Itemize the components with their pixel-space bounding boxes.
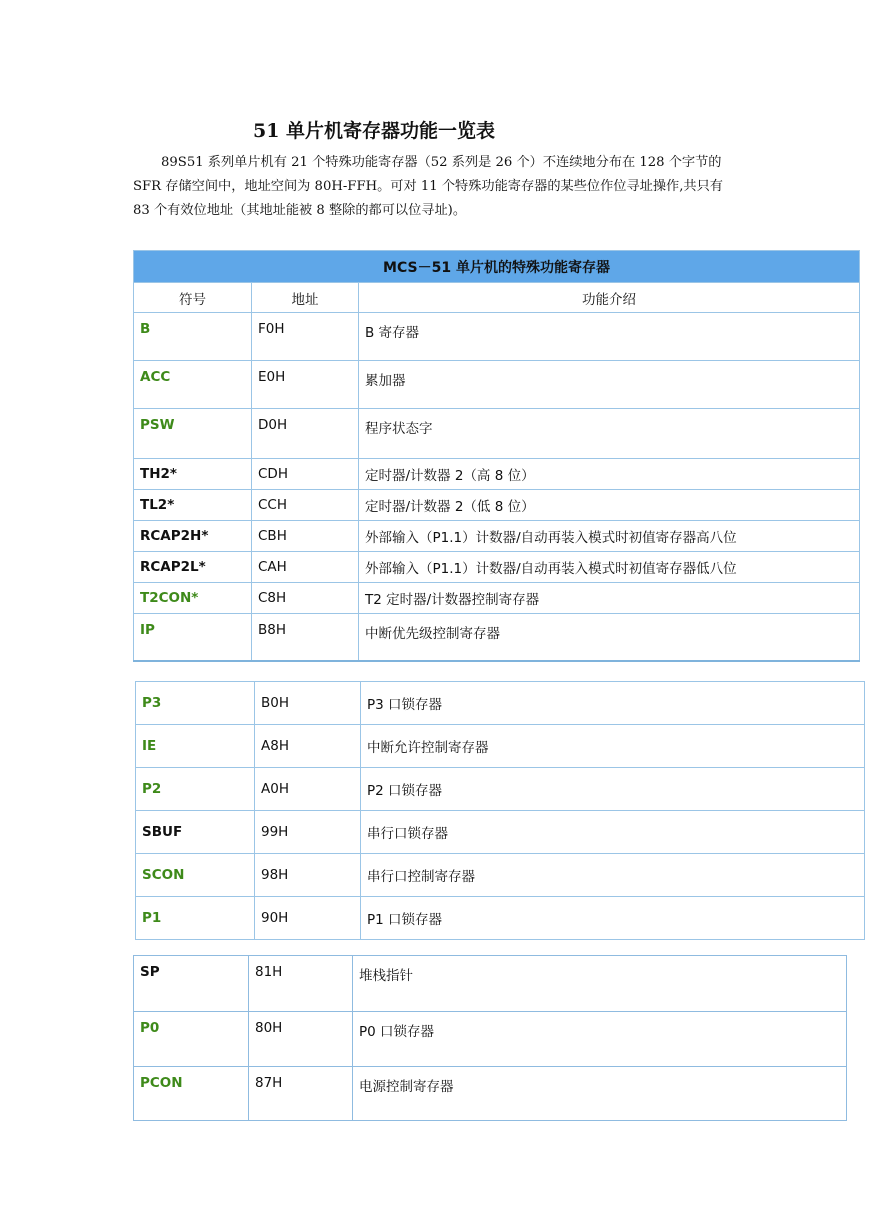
page-title: 51 单片机寄存器功能一览表 bbox=[253, 120, 496, 142]
table-banner: MCS－51 单片机的特殊功能寄存器 bbox=[134, 251, 860, 283]
register-symbol: IE bbox=[136, 725, 255, 768]
register-function: 程序状态字 bbox=[359, 409, 860, 459]
register-symbol: P1 bbox=[136, 897, 255, 940]
register-function: P3 口锁存器 bbox=[361, 682, 865, 725]
register-symbol: P0 bbox=[134, 1012, 249, 1067]
register-function: 中断允许控制寄存器 bbox=[361, 725, 865, 768]
register-address: 98H bbox=[255, 854, 361, 897]
table-row bbox=[134, 409, 860, 459]
register-address: 90H bbox=[255, 897, 361, 940]
register-symbol: PSW bbox=[134, 409, 252, 459]
register-symbol: SCON bbox=[136, 854, 255, 897]
table-row bbox=[136, 682, 865, 725]
register-address: 87H bbox=[249, 1067, 353, 1121]
register-function: P2 口锁存器 bbox=[361, 768, 865, 811]
register-symbol: TL2* bbox=[134, 490, 252, 521]
register-address: A8H bbox=[255, 725, 361, 768]
register-address: 80H bbox=[249, 1012, 353, 1067]
table-banner-row bbox=[134, 251, 860, 283]
table-row bbox=[134, 1012, 847, 1067]
register-function: 串行口控制寄存器 bbox=[361, 854, 865, 897]
sfr-table-2 bbox=[135, 681, 865, 940]
register-address: B8H bbox=[252, 614, 359, 661]
table-row bbox=[134, 361, 860, 409]
register-symbol: ACC bbox=[134, 361, 252, 409]
header-address: 地址 bbox=[252, 283, 359, 313]
table-row bbox=[136, 811, 865, 854]
table-row bbox=[134, 583, 860, 614]
header-symbol: 符号 bbox=[134, 283, 252, 313]
register-function: 电源控制寄存器 bbox=[353, 1067, 847, 1121]
register-symbol: B bbox=[134, 313, 252, 361]
table-row bbox=[136, 768, 865, 811]
register-function: 定时器/计数器 2（低 8 位） bbox=[359, 490, 860, 521]
register-symbol: T2CON* bbox=[134, 583, 252, 614]
register-address: CAH bbox=[252, 552, 359, 583]
register-function: T2 定时器/计数器控制寄存器 bbox=[359, 583, 860, 614]
register-address: E0H bbox=[252, 361, 359, 409]
register-symbol: PCON bbox=[134, 1067, 249, 1121]
register-function: P0 口锁存器 bbox=[353, 1012, 847, 1067]
register-function: 累加器 bbox=[359, 361, 860, 409]
register-function: 串行口锁存器 bbox=[361, 811, 865, 854]
register-symbol: SBUF bbox=[136, 811, 255, 854]
register-address: 99H bbox=[255, 811, 361, 854]
register-function: 中断优先级控制寄存器 bbox=[359, 614, 860, 661]
register-symbol: P2 bbox=[136, 768, 255, 811]
register-address: CBH bbox=[252, 521, 359, 552]
header-function: 功能介绍 bbox=[359, 283, 860, 313]
table-row bbox=[134, 490, 860, 521]
register-function: 外部输入（P1.1）计数器/自动再装入模式时初值寄存器高八位 bbox=[359, 521, 860, 552]
register-function: 定时器/计数器 2（高 8 位） bbox=[359, 459, 860, 490]
register-address: B0H bbox=[255, 682, 361, 725]
register-address: CCH bbox=[252, 490, 359, 521]
register-symbol: P3 bbox=[136, 682, 255, 725]
table-row bbox=[134, 614, 860, 661]
table-row bbox=[134, 552, 860, 583]
table-row bbox=[134, 313, 860, 361]
register-function: 外部输入（P1.1）计数器/自动再装入模式时初值寄存器低八位 bbox=[359, 552, 860, 583]
register-symbol: SP bbox=[134, 956, 249, 1012]
intro-paragraph: 89S51 系列单片机有 21 个特殊功能寄存器（52 系列是 26 个）不连续地分布在 128 个字节的 SFR 存储空间中，地址空间为 80H-FFH。可对 11 个特殊功能寄存器的某些位作位寻址操作,共只有 83 个有效位地址（其地址能被 8 整除的都可以位寻址)。 bbox=[133, 155, 723, 218]
table-row bbox=[134, 956, 847, 1012]
register-symbol: RCAP2L* bbox=[134, 552, 252, 583]
register-symbol: RCAP2H* bbox=[134, 521, 252, 552]
register-address: 81H bbox=[249, 956, 353, 1012]
register-function: B 寄存器 bbox=[359, 313, 860, 361]
table-row bbox=[136, 897, 865, 940]
table-row bbox=[136, 725, 865, 768]
table-row bbox=[134, 1067, 847, 1121]
register-address: F0H bbox=[252, 313, 359, 361]
table-row bbox=[136, 854, 865, 897]
register-function: 堆栈指针 bbox=[353, 956, 847, 1012]
sfr-table-3 bbox=[133, 955, 847, 1121]
register-function: P1 口锁存器 bbox=[361, 897, 865, 940]
table-row bbox=[134, 521, 860, 552]
register-address: D0H bbox=[252, 409, 359, 459]
register-address: CDH bbox=[252, 459, 359, 490]
register-symbol: TH2* bbox=[134, 459, 252, 490]
table-row bbox=[134, 459, 860, 490]
sfr-table-1 bbox=[133, 250, 860, 662]
table-header-row bbox=[134, 283, 860, 313]
register-symbol: IP bbox=[134, 614, 252, 661]
register-address: C8H bbox=[252, 583, 359, 614]
register-address: A0H bbox=[255, 768, 361, 811]
